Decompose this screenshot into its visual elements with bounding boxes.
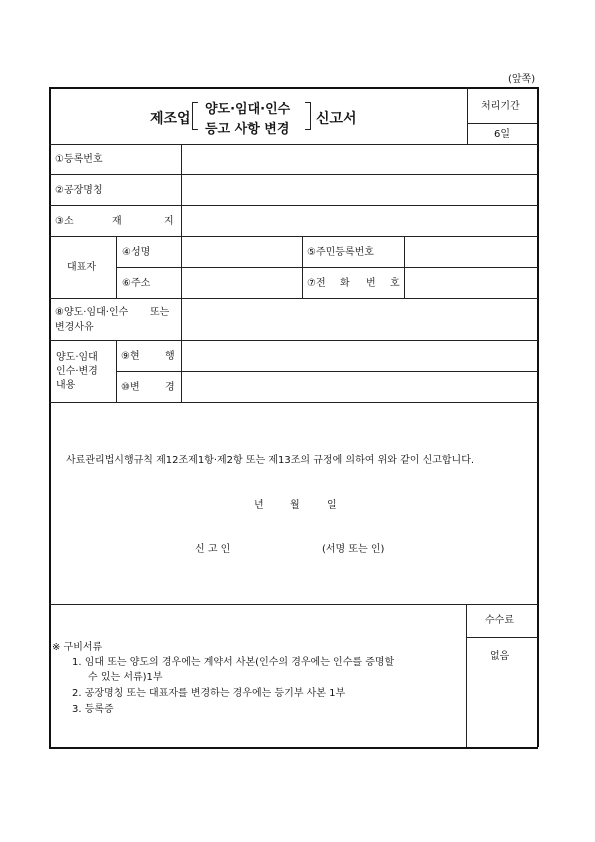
phone-label-2: 화 [340,278,350,289]
resident-number-field[interactable] [405,237,536,266]
current-field[interactable] [182,341,536,370]
date-month: 월 [290,500,300,511]
change-reason-field[interactable] [182,299,536,339]
current-label-2: 행 [165,351,175,362]
registration-number-field[interactable] [182,145,536,173]
location-field[interactable] [182,206,536,235]
attachment-item-1: 1. 임대 또는 양도의 경우에는 계약서 사본(인수의 경우에는 인수를 증명할 [72,657,395,668]
attachments-header: ※ 구비서류 [52,642,103,653]
frame-left [49,87,51,747]
phone-field[interactable] [405,268,536,297]
declaration-text: 사료관리법시행규칙 제12조제1항·제2항 또는 제13조의 규정에 의하여 위와 같이 신고합니다. [66,455,475,466]
factory-name-label: ②공장명칭 [55,185,103,196]
factory-name-field[interactable] [182,175,536,204]
declarant-field[interactable] [245,538,315,558]
fee-label: 수수료 [485,615,514,626]
change-reason-label-b: 또는 [150,307,170,318]
form-title-suffix: 신고서 [316,111,357,127]
phone-label-4: 호 [390,278,400,289]
row-line-8 [49,604,538,605]
form-title-prefix: 제조업 [150,111,191,127]
resident-number-label: ⑤주민등록번호 [307,247,374,258]
frame-bottom [49,747,538,749]
address-label: ⑥주소 [122,278,151,289]
attachment-item-3: 3. 등록증 [72,704,114,715]
processing-period-value: 6일 [494,129,511,140]
change-reason-label-c: 변경사유 [55,322,94,333]
name-label: ④성명 [122,247,151,258]
processing-divider [467,123,537,124]
title-option-b: 등고 사항 변경 [205,122,290,137]
col-line-change [116,340,117,402]
changed-label-1: ⑩변 [121,382,140,393]
title-bracket-right [305,102,311,130]
representative-label: 대표자 [67,262,96,273]
address-field[interactable] [182,268,301,297]
signature-note: (서명 또는 인) [322,544,385,555]
change-content-label-3: 내용 [56,380,76,391]
location-label-1: ③소 [55,216,74,227]
fee-value: 없음 [490,651,510,662]
col-line-rep [116,236,117,298]
change-reason-label-a: ⑧양도·임대·인수 [55,307,129,318]
page-side-note: (앞쪽) [508,74,536,85]
title-option-a: 양도·임대·인수 [205,102,291,117]
location-label-3: 지 [164,216,174,227]
name-field[interactable] [182,237,301,266]
current-label-1: ⑨현 [121,351,140,362]
title-divider [467,87,468,144]
frame-top [49,87,538,89]
date-day: 일 [327,500,337,511]
registration-number-label: ①등록번호 [55,154,103,165]
frame-right [537,87,539,747]
change-content-label-1: 양도·임대 [56,352,98,363]
location-label-2: 재 [112,216,122,227]
changed-label-2: 경 [165,382,175,393]
changed-field[interactable] [182,372,536,401]
title-bracket-left [192,102,198,130]
col-line-mid [302,236,303,298]
attachment-item-2: 2. 공장명칭 또는 대표자를 변경하는 경우에는 등기부 사본 1부 [72,688,346,699]
phone-label-3: 번 [366,278,376,289]
col-line-fee [466,604,467,747]
declarant-label: 신 고 인 [195,544,231,555]
fee-divider [466,637,538,638]
change-content-label-2: 인수·변경 [56,366,98,377]
row-line-7 [49,402,538,403]
processing-period-label: 처리기간 [481,101,520,112]
date-year: 년 [254,500,264,511]
phone-label-1: ⑦전 [307,278,326,289]
attachment-item-1-cont: 수 있는 서류)1부 [88,672,163,683]
